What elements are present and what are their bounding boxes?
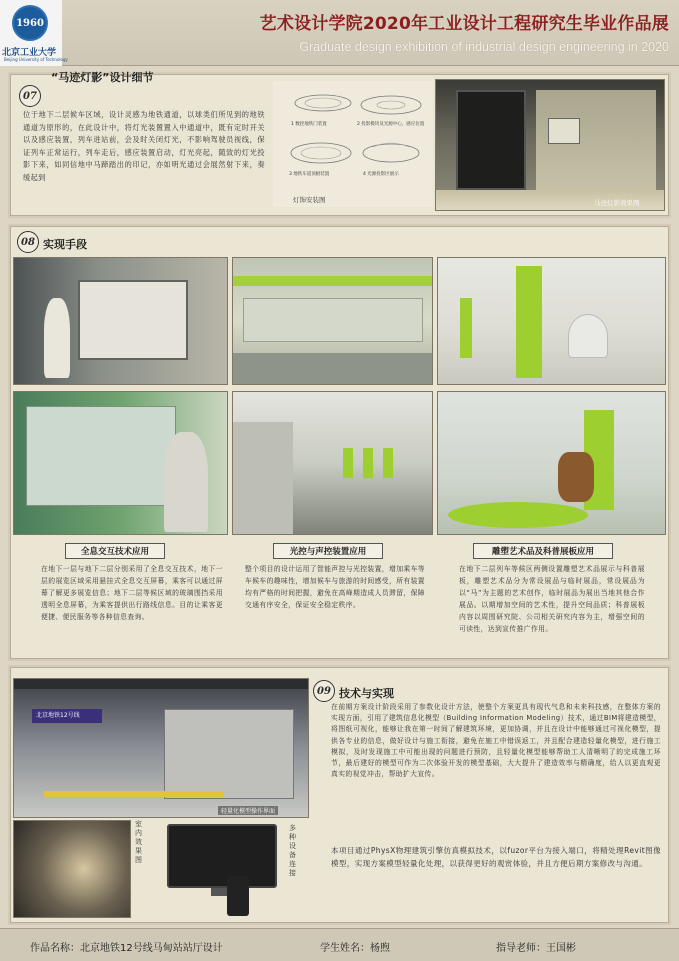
university-name-en: Beijing University of Technology [4, 57, 68, 62]
lighting-sketch-image [273, 81, 433, 207]
corridor-green-band [233, 276, 433, 286]
render-poster [548, 118, 580, 144]
holo-figure [44, 298, 70, 378]
university-logo [12, 5, 48, 41]
section-09-panel [10, 667, 669, 923]
sketch-label-4: 4 光源投影区展示 [363, 172, 399, 177]
footer [0, 928, 679, 961]
exhibition-title-en: Graduate design exhibition of industrial design engineering in 2020 [299, 40, 669, 54]
section-07-text: 位于地下二层候车区域，设计灵感为地铁通道，以球类们所见到的地铁通道为原形的，在此设计中，将灯光装置置入中通道中，既有定时开关以及感应装置，列车进站前，会及时关闭灯光，不影响驾驶员视线，保证列车正常运行，列车走后，感应装置启动，灯光亮起，随致的灯光投影下来，如同信地中马蹄踏出的印记，亦如明光通过会展然射下来，奏缓起到 [23, 110, 265, 182]
advisor-name: 指导老师：王国彬 [496, 943, 576, 954]
interior-render-image [13, 820, 131, 918]
devices-image [157, 820, 283, 918]
monitor [167, 824, 277, 888]
render-doorway [456, 90, 526, 190]
light-sound-text: 整个项目的设计运用了智能声控与光控装置，增加乘车等车候车的趣味性，增加候车与旅游的时间感受，所有装置均有严格的时间把握，避免在高峰期造成人员滞留，保障交通有序安全，保证安全稳定秩序。 [245, 565, 425, 609]
university-logo-block [0, 0, 68, 66]
section-08-title: 实现手段 [43, 238, 87, 251]
holographic-text: 在地下一层与地下二层分别采用了全息交互技术，地下一层的展览区域采用悬挂式全息交互屏幕，乘客可以通过屏幕了解更多展览信息；地下二层等候区域的玻璃围挡采用透明全息屏幕，为乘客提供出行路线信息。目的让乘客更便捷、便民服务等各种信息查询。 [41, 565, 223, 621]
corridor-mural [243, 298, 423, 342]
holographic-exhibit-image [13, 257, 228, 385]
model-toolbar [14, 679, 309, 689]
model-tunnel [164, 709, 294, 799]
model-platform-stripe [44, 791, 224, 797]
sculpture-platform-image [437, 391, 666, 535]
poet-figure [164, 432, 208, 532]
section-09-text-1: 在前期方案设计阶段采用了参数化设计方法，使整个方案更具有现代气息和未来科技感，在整体方案的实现方面，引用了建筑信息化模型（Building Information Modeling）技术，通过BIM将建造模型，将图纸可视化，能够让我在第一时间了解建筑环境，更加协调，并且在设计中能够通过可视化模型，提供各专业的信息，做好设计与施工衔接，避免在施工中错误返工，并且配合建造轻量化模型，进行施工模拟，及时发现施工中可能出现的问题进行预防，且轻量化模型能够帮助工人清晰明了的完成施工环节，最后建好的模型可作为二次体验开发的模型基础，大大提升了建造效率与精确度，给人以更直观更真实的视觉冲击，帮助扩大宣传。 [331, 703, 661, 779]
sketch-label-3: 3 地铁车道顶板装置 [289, 172, 330, 177]
green-leaf-base [448, 502, 588, 528]
devices-caption: 多种设备连接 [289, 824, 296, 877]
work-name: 作品名称：北京地铁12号线马甸站站厅设计 [30, 943, 223, 954]
effect-image-caption: 马迹灯影效果图 [594, 199, 640, 207]
section-09-number: 09 [313, 680, 335, 702]
section-07-number: 07 [19, 85, 41, 107]
sculpture-hall-image [437, 257, 666, 385]
holographic-glass-image [13, 391, 228, 535]
light-sound-caption: 光控与声控装置应用 [273, 543, 383, 559]
header [0, 0, 679, 66]
holographic-caption: 全息交互技术应用 [65, 543, 165, 559]
phone [227, 876, 249, 916]
lighting-effect-image [435, 79, 665, 211]
sketch-caption: 灯饰安装图 [293, 196, 326, 204]
section-09-text-2: 本项目通过PhysX物理建筑引擎仿真模拟技术，以fuzor平台为接入端口，将精处理Revit图像模型，实现方案模型轻量化处理，以获得更好的观赏体验，并且方便后期方案修改与沟通。 [331, 846, 661, 868]
platform-train [233, 422, 293, 535]
corridor-floor [233, 353, 433, 385]
model-ui-caption: 轻量化模型操作界面 [218, 806, 278, 815]
section-08-panel [10, 226, 669, 659]
section-09-title: 技术与实现 [339, 687, 394, 700]
sculpture-caption: 雕塑艺术品及科普展板应用 [473, 543, 613, 559]
station-sign-box [32, 709, 102, 723]
logo-text: 1960 [16, 17, 44, 29]
university-name-cn: 北京工业大学 [2, 48, 57, 58]
section-08-number: 08 [17, 231, 39, 253]
sketch-label-2: 2 投影模块及光源中心，感应位置 [357, 122, 425, 127]
sketch-label-1: 1 数控地铁门装置 [291, 122, 327, 127]
lightweight-model-ui-image [13, 678, 309, 818]
light-sound-corridor-image [232, 257, 433, 385]
platform-green-posts [343, 448, 403, 478]
section-07-panel [10, 71, 669, 216]
lighting-sketch-drawing [273, 81, 433, 207]
sculpture-text: 在地下二层列车等候区两侧设置雕塑艺术品展示与科普展板，雕塑艺术品分为常设展品与临时展品，常设展品为以“马”为主题的艺术创作，临时展品为展出当地其他合作展品。以期增加空间的艺术性，提升空间品质；科普展板内容以周围研究院、公司相关研究内容为主，增强空间的可读性，达到宣传推广作用。 [459, 565, 645, 633]
horse-sculpture [558, 452, 594, 502]
section-07-title: “马迹灯影”设计细节 [51, 71, 154, 84]
glass-screen [26, 406, 176, 506]
green-column-2 [460, 298, 472, 358]
exhibition-title-cn: 艺术设计学院2020年工业设计工程研究生毕业作品展 [259, 14, 669, 34]
sculpture [568, 314, 608, 358]
station-sign-text: 北京地铁12号线 [36, 712, 80, 719]
interior-render-caption: 室内效果图 [135, 820, 142, 864]
green-column-1 [516, 266, 542, 378]
student-name: 学生姓名：杨煦 [320, 943, 390, 954]
holo-screen [78, 280, 188, 360]
platform-lighting-image [232, 391, 433, 535]
